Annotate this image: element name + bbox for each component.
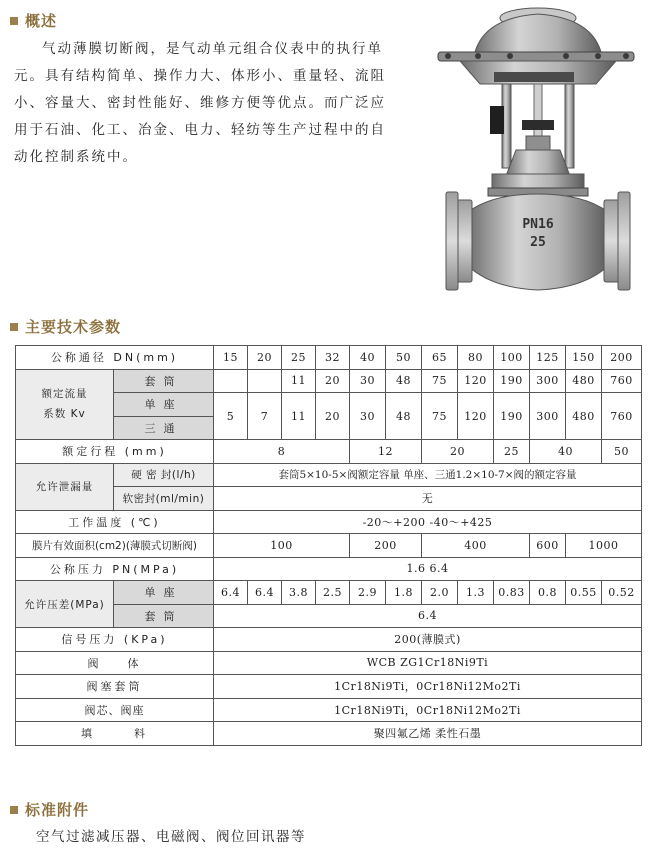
kv-single-cell: 760 xyxy=(602,393,642,440)
row-temp xyxy=(16,510,642,534)
stroke-cell: 20 xyxy=(422,440,494,464)
core-seat-value: 1Cr18Ni9Ti，0Cr18Ni12Mo2Ti xyxy=(214,698,642,722)
kv-sleeve-cell xyxy=(214,369,248,393)
flow-label: 额定流量 系数 Kv xyxy=(16,369,114,440)
dp-cell: 6.4 xyxy=(248,581,282,605)
leak-label: 允许泄漏量 xyxy=(16,463,114,510)
row-core-seat xyxy=(16,698,642,722)
dp-cell: 1.3 xyxy=(458,581,494,605)
dp-cell: 2.5 xyxy=(316,581,350,605)
valve-product-image xyxy=(430,4,635,296)
kv-single-cell: 120 xyxy=(458,393,494,440)
single-seat-label: 单座 xyxy=(114,393,214,417)
bullet-square-icon xyxy=(10,806,18,814)
plug-sleeve-value: 1Cr18Ni9Ti，0Cr18Ni12Mo2Ti xyxy=(214,675,642,699)
body-marking-size: 25 xyxy=(530,235,546,250)
body-marking-pn: PN16 xyxy=(522,217,554,232)
kv-single-cell: 300 xyxy=(530,393,566,440)
dp-cell: 0.55 xyxy=(566,581,602,605)
row-packing xyxy=(16,722,642,746)
row-leak-hard xyxy=(16,463,642,487)
kv-sleeve-cell: 11 xyxy=(282,369,316,393)
kv-sleeve-cell: 760 xyxy=(602,369,642,393)
dn-cell: 20 xyxy=(248,346,282,370)
kv-single-cell: 20 xyxy=(316,393,350,440)
signal-label: 信号压力 (KPa) xyxy=(16,628,214,652)
section-title: 概述 xyxy=(25,12,58,30)
dp-label: 允许压差(MPa) xyxy=(16,581,114,628)
dn-cell: 50 xyxy=(386,346,422,370)
kv-single-cell: 75 xyxy=(422,393,458,440)
row-pn xyxy=(16,557,642,581)
diaphragm-label: 膜片有效面积(cm2)(薄膜式切断阀) xyxy=(16,534,214,558)
section-header-specs xyxy=(10,316,121,337)
row-stroke xyxy=(16,440,642,464)
spec-table xyxy=(15,345,642,746)
dn-cell: 25 xyxy=(282,346,316,370)
three-way-label: 三通 xyxy=(114,416,214,440)
diaphragm-cell: 1000 xyxy=(566,534,642,558)
stroke-cell: 12 xyxy=(350,440,422,464)
section-title: 标准附件 xyxy=(25,801,90,819)
kv-single-cell: 30 xyxy=(350,393,386,440)
kv-sleeve-cell: 300 xyxy=(530,369,566,393)
dp-sleeve-value: 6.4 xyxy=(214,604,642,628)
dn-cell: 200 xyxy=(602,346,642,370)
row-dp-single xyxy=(16,581,642,605)
dn-cell: 15 xyxy=(214,346,248,370)
kv-sleeve-cell: 120 xyxy=(458,369,494,393)
row-dn xyxy=(16,346,642,370)
kv-sleeve-cell: 30 xyxy=(350,369,386,393)
row-plug-sleeve xyxy=(16,675,642,699)
row-signal xyxy=(16,628,642,652)
dn-label: 公称通径 DN(mm) xyxy=(16,346,214,370)
dn-cell: 125 xyxy=(530,346,566,370)
diaphragm-cell: 100 xyxy=(214,534,350,558)
kv-sleeve-cell: 480 xyxy=(566,369,602,393)
temp-value: -20～+200 -40～+425 xyxy=(214,510,642,534)
row-body xyxy=(16,651,642,675)
body-label: 阀 体 xyxy=(16,651,214,675)
pneumatic-valve-icon xyxy=(430,4,635,296)
stroke-cell: 25 xyxy=(494,440,530,464)
kv-single-cell: 48 xyxy=(386,393,422,440)
temp-label: 工作温度 (℃) xyxy=(16,510,214,534)
kv-single-cell: 5 xyxy=(214,393,248,440)
kv-sleeve-cell: 190 xyxy=(494,369,530,393)
core-seat-label: 阀芯、阀座 xyxy=(16,698,214,722)
stroke-cell: 40 xyxy=(530,440,602,464)
accessories-text: 空气过滤减压器、电磁阀、阀位回讯器等 xyxy=(36,829,306,845)
kv-sleeve-cell: 20 xyxy=(316,369,350,393)
stroke-cell: 8 xyxy=(214,440,350,464)
dp-cell: 0.52 xyxy=(602,581,642,605)
soft-seal-value: 无 xyxy=(214,487,642,511)
diaphragm-cell: 200 xyxy=(350,534,422,558)
dp-cell: 0.8 xyxy=(530,581,566,605)
dp-cell: 6.4 xyxy=(214,581,248,605)
section-header-overview xyxy=(10,10,57,31)
kv-sleeve-cell: 48 xyxy=(386,369,422,393)
dp-cell: 0.83 xyxy=(494,581,530,605)
dn-cell: 150 xyxy=(566,346,602,370)
pn-label: 公称压力 PN(MPa) xyxy=(16,557,214,581)
body-value: WCB ZG1Cr18Ni9Ti xyxy=(214,651,642,675)
bullet-square-icon xyxy=(10,323,18,331)
dp-cell: 2.0 xyxy=(422,581,458,605)
stroke-cell: 50 xyxy=(602,440,642,464)
bullet-square-icon xyxy=(10,17,18,25)
hard-seal-value: 套筒5×10-5×阀额定容量 单座、三通1.2×10-7×阀的额定容量 xyxy=(214,463,642,487)
stroke-label: 额定行程 (mm) xyxy=(16,440,214,464)
pn-value: 1.6 6.4 xyxy=(214,557,642,581)
packing-value: 聚四氟乙烯 柔性石墨 xyxy=(214,722,642,746)
hard-seal-label: 硬 密 封(l/h) xyxy=(114,463,214,487)
soft-seal-label: 软密封(ml/min) xyxy=(114,487,214,511)
signal-value: 200(薄膜式) xyxy=(214,628,642,652)
row-kv-sleeve xyxy=(16,369,642,393)
dn-cell: 80 xyxy=(458,346,494,370)
kv-single-cell: 190 xyxy=(494,393,530,440)
dp-sleeve-label: 套筒 xyxy=(114,604,214,628)
plug-sleeve-label: 阀塞套筒 xyxy=(16,675,214,699)
diaphragm-cell: 600 xyxy=(530,534,566,558)
dn-cell: 40 xyxy=(350,346,386,370)
diaphragm-cell: 400 xyxy=(422,534,530,558)
section-title: 主要技术参数 xyxy=(25,318,122,336)
dp-cell: 1.8 xyxy=(386,581,422,605)
dn-cell: 100 xyxy=(494,346,530,370)
sleeve-label: 套筒 xyxy=(114,369,214,393)
overview-text: 气动薄膜切断阀，是气动单元组合仪表中的执行单元。具有结构简单、操作力大、体形小、重量轻、流阻小、容量大、密封性能好、维修方便等优点。而广泛应用于石油、化工、冶金、电力、轻纺等生产过程中的自动化控制系统中。 xyxy=(14,41,386,165)
dn-cell: 32 xyxy=(316,346,350,370)
dn-cell: 65 xyxy=(422,346,458,370)
kv-single-cell: 480 xyxy=(566,393,602,440)
kv-single-cell: 11 xyxy=(282,393,316,440)
kv-sleeve-cell: 75 xyxy=(422,369,458,393)
dp-cell: 2.9 xyxy=(350,581,386,605)
kv-sleeve-cell xyxy=(248,369,282,393)
packing-label: 填 料 xyxy=(16,722,214,746)
section-header-accessories xyxy=(10,799,89,820)
kv-single-cell: 7 xyxy=(248,393,282,440)
row-diaphragm xyxy=(16,534,642,558)
dp-single-label: 单座 xyxy=(114,581,214,605)
dp-cell: 3.8 xyxy=(282,581,316,605)
